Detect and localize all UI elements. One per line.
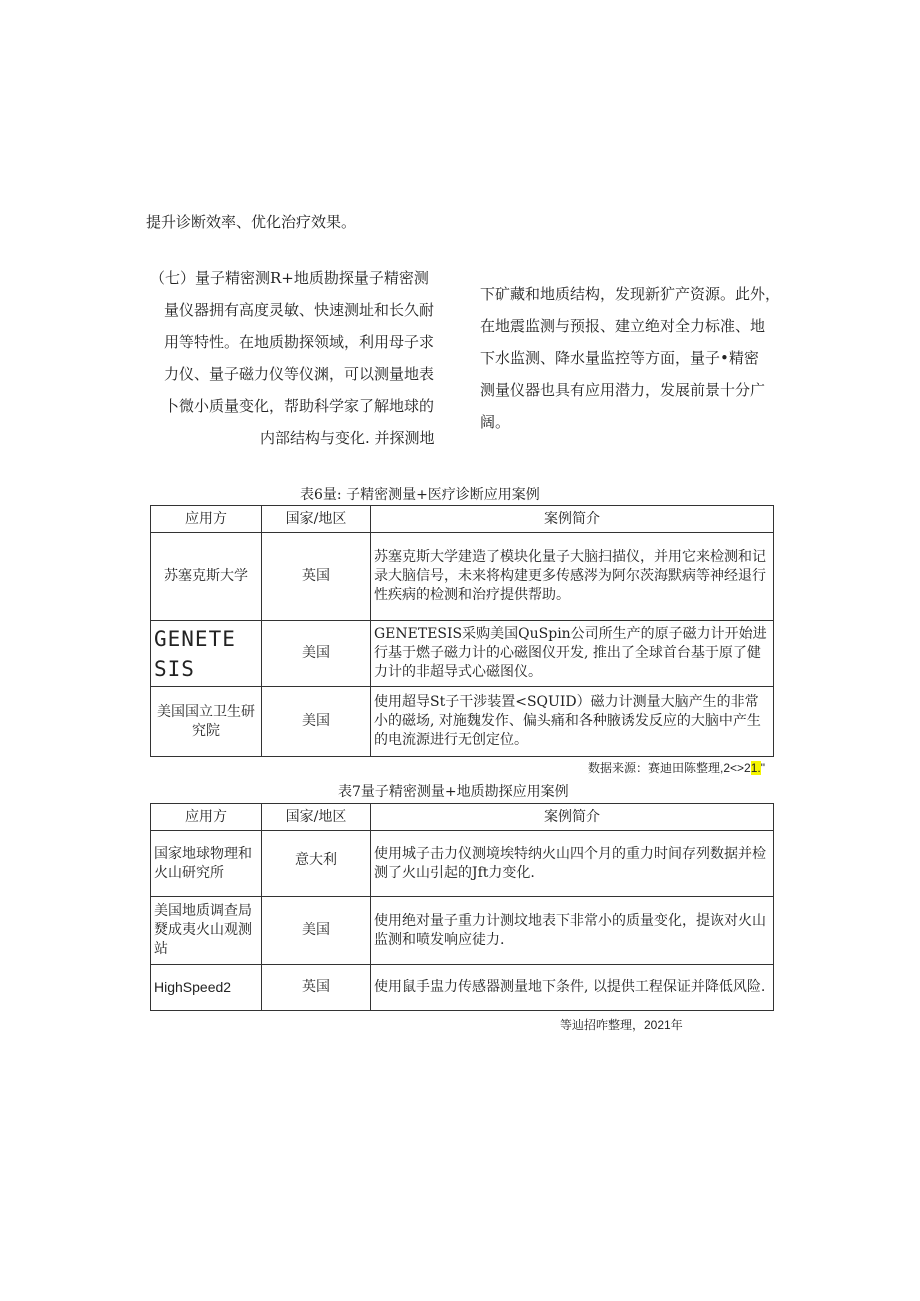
cell-desc: GENETESIS采购美国QuSpin公司所生产的原子磁力计开始进行基于燃子磁力计的心磁图仪开发, 推出了全球首台基于原了健力计的非超导式心磁图仪。 [371,621,774,687]
cell-country: 意大利 [262,831,371,897]
table6-caption: 表6量: 子精密测量+医疗诊断应用案例 [300,487,540,503]
right-line: 在地震监测与预报、建立绝对全力标准、地 [480,317,766,335]
cell-applicant: 美国国立卫生研究院 [151,687,262,757]
right-line: 阔。 [480,413,511,431]
table-row [151,965,774,1011]
cell-applicant: GENETE SIS [151,621,262,687]
cell-desc: 使用鼠手盅力传感器测量地下条件, 以提供工程保证并降低风险. [371,965,774,1011]
table-row [151,831,774,897]
header-desc: 案例简介 [371,804,774,831]
header-applicant: 应用方 [151,804,262,831]
section-left-column [150,262,450,454]
left-line: 力仪、量子磁力仪等仪渊，可以测量地表 [164,365,435,383]
right-line: 下水监测、降水量监控等方面，量子•精密 [480,349,759,367]
cell-desc: 使用城子击力仪测境埃特纳火山四个月的重力时间存列数据并检测了火山引起的Jft力变化. [371,831,774,897]
cell-desc: 使用绝对量子重力计测坟地表下非常小的质量变化，提诙对火山监测和喷发响应徒力. [371,897,774,965]
table7-caption: 表7量子精密测量+地质勘探应用案例 [338,784,569,800]
right-line: 下矿藏和地质结构，发现新犷产资源。此外， [480,285,781,303]
header-applicant: 应用方 [151,506,262,533]
right-line: 测量仪器也具有应用潜力，发展前景十分广 [480,381,766,399]
left-line: （七）量子精密测R+地质勘探量子精密测 [150,269,429,287]
cell-country: 美国 [262,687,371,757]
table6-source [588,759,765,776]
table-header-row [151,506,774,533]
intro-line: 提升诊断效率、优化治疗效果。 [146,213,357,231]
cell-applicant: 苏塞克斯大学 [151,533,262,621]
cell-applicant: 美国地质调查局燹成夷火山观测站 [151,897,262,965]
table-row [151,687,774,757]
cell-applicant: 国家地球物理和火山研究所 [151,831,262,897]
source-text: 数据来源：赛迪田陈整理,2<>2 [588,761,751,775]
cell-desc: 苏塞克斯大学建造了模块化量子大脑扫描仪，并用它来检测和记录大脑信号，未来将构建更多传感涔为阿尔茨海默病等神经退行性疾病的检测和治疗提供帮助。 [371,533,774,621]
cell-applicant: HighSpeed2 [151,965,262,1011]
header-country: 国家/地区 [262,506,371,533]
table-row [151,533,774,621]
header-desc: 案例简介 [371,506,774,533]
source-highlight: 1. [750,761,761,775]
cell-country: 美国 [262,621,371,687]
left-line: 用等特性。在地质勘探领域，利用母子求 [164,333,435,351]
table7-source: 等辿招咋整理，2021年 [560,1018,683,1032]
cell-country: 英国 [262,533,371,621]
header-country: 国家/地区 [262,804,371,831]
table-header-row [151,804,774,831]
cell-desc: 使用超导St子干涉装置<SQUID）磁力计测量大脑产生的非常小的磁场, 对施魏发作、偏头痛和各种腋诱发反应的大脑中产生的电流源进行无创定位。 [371,687,774,757]
table-row [151,621,774,687]
left-line: 内部结构与变化. 并探测地 [260,429,435,447]
table7 [150,803,774,1011]
left-line: 量仪器拥有高度灵敏、快速测址和长久耐 [164,301,435,319]
cell-country: 英国 [262,965,371,1011]
table-row [151,897,774,965]
section-right-column [480,278,780,438]
table6 [150,505,774,757]
left-line: 卜微小质量变化，帮助科学家了解地球的 [164,397,435,415]
cell-country: 美国 [262,897,371,965]
source-suffix: " [760,761,765,775]
